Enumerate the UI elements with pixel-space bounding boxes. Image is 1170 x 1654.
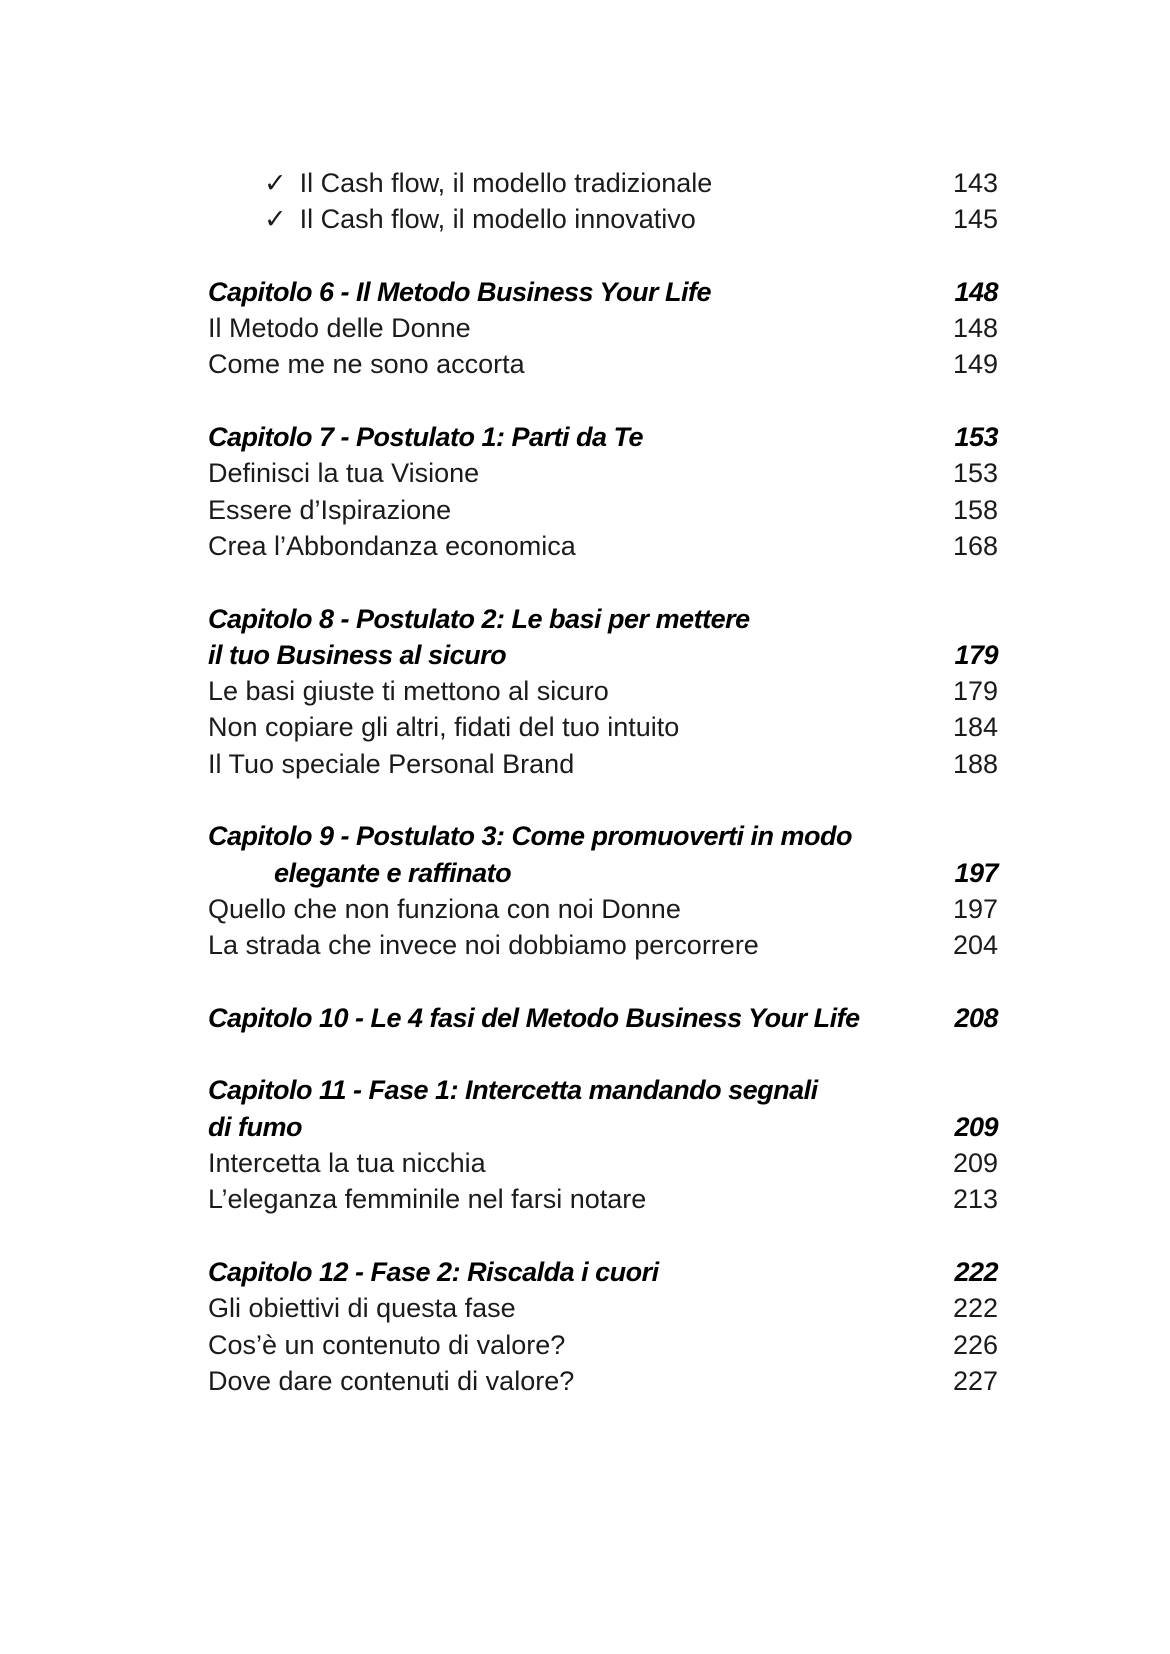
toc-page-number: 226 [952, 1329, 998, 1360]
toc-entry-row [208, 1145, 998, 1181]
toc-page-number: 149 [952, 349, 998, 380]
toc-entry-text: Capitolo 10 - Le 4 fasi del Metodo Business Your Life [208, 1002, 860, 1033]
toc-blank-row [208, 383, 998, 419]
toc-entry-text: Intercetta la tua nicchia [208, 1148, 486, 1179]
toc-entry-title [208, 855, 511, 891]
toc-entry-text: Crea l’Abbondanza economica [208, 530, 576, 561]
toc-entry-title [208, 419, 643, 455]
toc-page-number: 188 [952, 748, 998, 779]
toc-blank-row [208, 964, 998, 1000]
toc-chapter-row [208, 1254, 998, 1290]
toc-entry-text: Capitolo 6 - Il Metodo Business Your Life [208, 276, 712, 307]
toc-entry-title [208, 528, 576, 564]
checkmark-icon: ✓ [264, 168, 287, 198]
toc-entry-title [208, 1181, 646, 1217]
toc-entry-title [208, 346, 525, 382]
toc-blank-row [208, 782, 998, 818]
toc-entry-title [208, 1145, 486, 1181]
toc-entry-row [208, 528, 998, 564]
toc-entry-text: Gli obiettivi di questa fase [208, 1293, 516, 1324]
toc-page-number: 184 [952, 712, 998, 743]
toc-blank-row [208, 564, 998, 600]
toc-entry-title [208, 1363, 574, 1399]
toc-entry-row [208, 1327, 998, 1363]
toc-entry-text: L’eleganza femminile nel farsi notare [208, 1184, 647, 1215]
toc-entry-text: Definisci la tua Visione [208, 458, 480, 489]
toc-page-number: 153 [952, 458, 998, 489]
toc-entry-row [208, 165, 998, 201]
toc-chapter-row [208, 818, 998, 854]
toc-page-number: 204 [952, 930, 998, 961]
toc-entry-text: Essere d’Ispirazione [208, 494, 452, 525]
toc-entry-title [208, 274, 711, 310]
toc-page-number: 168 [952, 530, 998, 561]
toc-chapter-row [208, 1109, 998, 1145]
toc-page-number: 143 [952, 168, 998, 198]
toc-page-number: 209 [952, 1148, 998, 1179]
toc-entry-title [208, 201, 696, 237]
toc-entry-row [208, 1363, 998, 1399]
toc-page-number: 222 [954, 1256, 998, 1287]
toc-page-number: 179 [954, 639, 998, 670]
toc-chapter-row [208, 1072, 998, 1108]
toc-entry-text: Dove dare contenuti di valore? [208, 1365, 575, 1396]
toc-entry-text: Capitolo 12 - Fase 2: Riscalda i cuori [208, 1256, 659, 1287]
toc-entry-text: Il Cash flow, il modello tradizionale [299, 168, 713, 198]
toc-entry-row [208, 673, 998, 709]
toc-entry-title [208, 1072, 818, 1108]
toc-entry-row [208, 201, 998, 237]
toc-entry-text: Il Cash flow, il modello innovativo [299, 204, 696, 235]
toc-chapter-row [208, 419, 998, 455]
toc-entry-row [208, 927, 998, 963]
toc-entry-text: La strada che invece noi dobbiamo percorrere [208, 930, 759, 961]
toc-entry-title [208, 601, 750, 637]
toc-entry-title [208, 927, 759, 963]
toc-blank-row [208, 1036, 998, 1072]
toc-entry-text: Il Metodo delle Donne [208, 313, 471, 344]
toc-entry-title [208, 673, 609, 709]
toc-page-number: 145 [952, 204, 998, 235]
toc-entry-title [208, 310, 471, 346]
toc-entry-title [208, 1254, 659, 1290]
toc-entry-title [208, 746, 574, 782]
toc-entry-text: di fumo [208, 1111, 302, 1142]
toc-entry-text: Capitolo 9 - Postulato 3: Come promuoverti in modo [208, 821, 853, 852]
toc-entry-row [208, 1181, 998, 1217]
toc-chapter-row [208, 855, 998, 891]
toc-entry-title [208, 455, 479, 491]
toc-entry-row [208, 346, 998, 382]
toc-entry-text: Capitolo 7 - Postulato 1: Parti da Te [208, 422, 644, 453]
toc-entry-text: Quello che non funziona con noi Donne [208, 893, 681, 924]
toc-page-number: 208 [954, 1002, 998, 1033]
toc-entry-title [208, 1000, 860, 1036]
toc-page-number: 209 [954, 1111, 998, 1142]
toc-page-number: 227 [952, 1365, 998, 1396]
toc-entry-text: Non copiare gli altri, fidati del tuo intuito [208, 712, 680, 743]
toc-chapter-row [208, 601, 998, 637]
toc-entry-text: elegante e raffinato [274, 857, 512, 888]
toc-entry-title [208, 637, 506, 673]
toc-entry-title [208, 492, 451, 528]
toc-entry-text: Cos’è un contenuto di valore? [208, 1329, 566, 1360]
toc-entry-row [208, 310, 998, 346]
toc-entry-row [208, 492, 998, 528]
toc-chapter-row [208, 1000, 998, 1036]
toc-blank-row [208, 238, 998, 274]
toc-entry-text: il tuo Business al sicuro [208, 639, 507, 670]
toc-page-number: 158 [952, 494, 998, 525]
toc-entry-text: Capitolo 8 - Postulato 2: Le basi per mettere [208, 603, 750, 634]
toc-page-number: 148 [952, 313, 998, 344]
toc-entry-text: Come me ne sono accorta [208, 349, 525, 380]
toc-blank-row [208, 1218, 998, 1254]
toc-entry-title [208, 165, 712, 201]
toc-page-number: 222 [952, 1293, 998, 1324]
toc-entry-text: Capitolo 11 - Fase 1: Intercetta mandando segnali [208, 1075, 818, 1106]
toc-entry-title [208, 1327, 565, 1363]
checkmark-icon: ✓ [264, 204, 287, 235]
toc-entry-title [208, 818, 852, 854]
toc-entry-row [208, 891, 998, 927]
toc-page-number: 153 [954, 422, 998, 453]
toc-entry-title [208, 1109, 302, 1145]
toc-entry-text: Il Tuo speciale Personal Brand [208, 748, 575, 779]
toc-page-number: 179 [952, 676, 998, 707]
toc-entry-title [208, 709, 679, 745]
toc-page-number: 148 [954, 276, 998, 307]
toc-page-number: 197 [952, 893, 998, 924]
table-of-contents [208, 165, 998, 1399]
toc-chapter-row [208, 637, 998, 673]
toc-entry-row [208, 455, 998, 491]
toc-entry-title [208, 1290, 516, 1326]
toc-entry-text: Le basi giuste ti mettono al sicuro [208, 676, 609, 707]
toc-entry-title [208, 891, 681, 927]
toc-chapter-row [208, 274, 998, 310]
toc-page-number: 197 [954, 857, 998, 888]
toc-page-number: 213 [952, 1184, 998, 1215]
toc-entry-row [208, 746, 998, 782]
toc-entry-row [208, 1290, 998, 1326]
toc-entry-row [208, 709, 998, 745]
